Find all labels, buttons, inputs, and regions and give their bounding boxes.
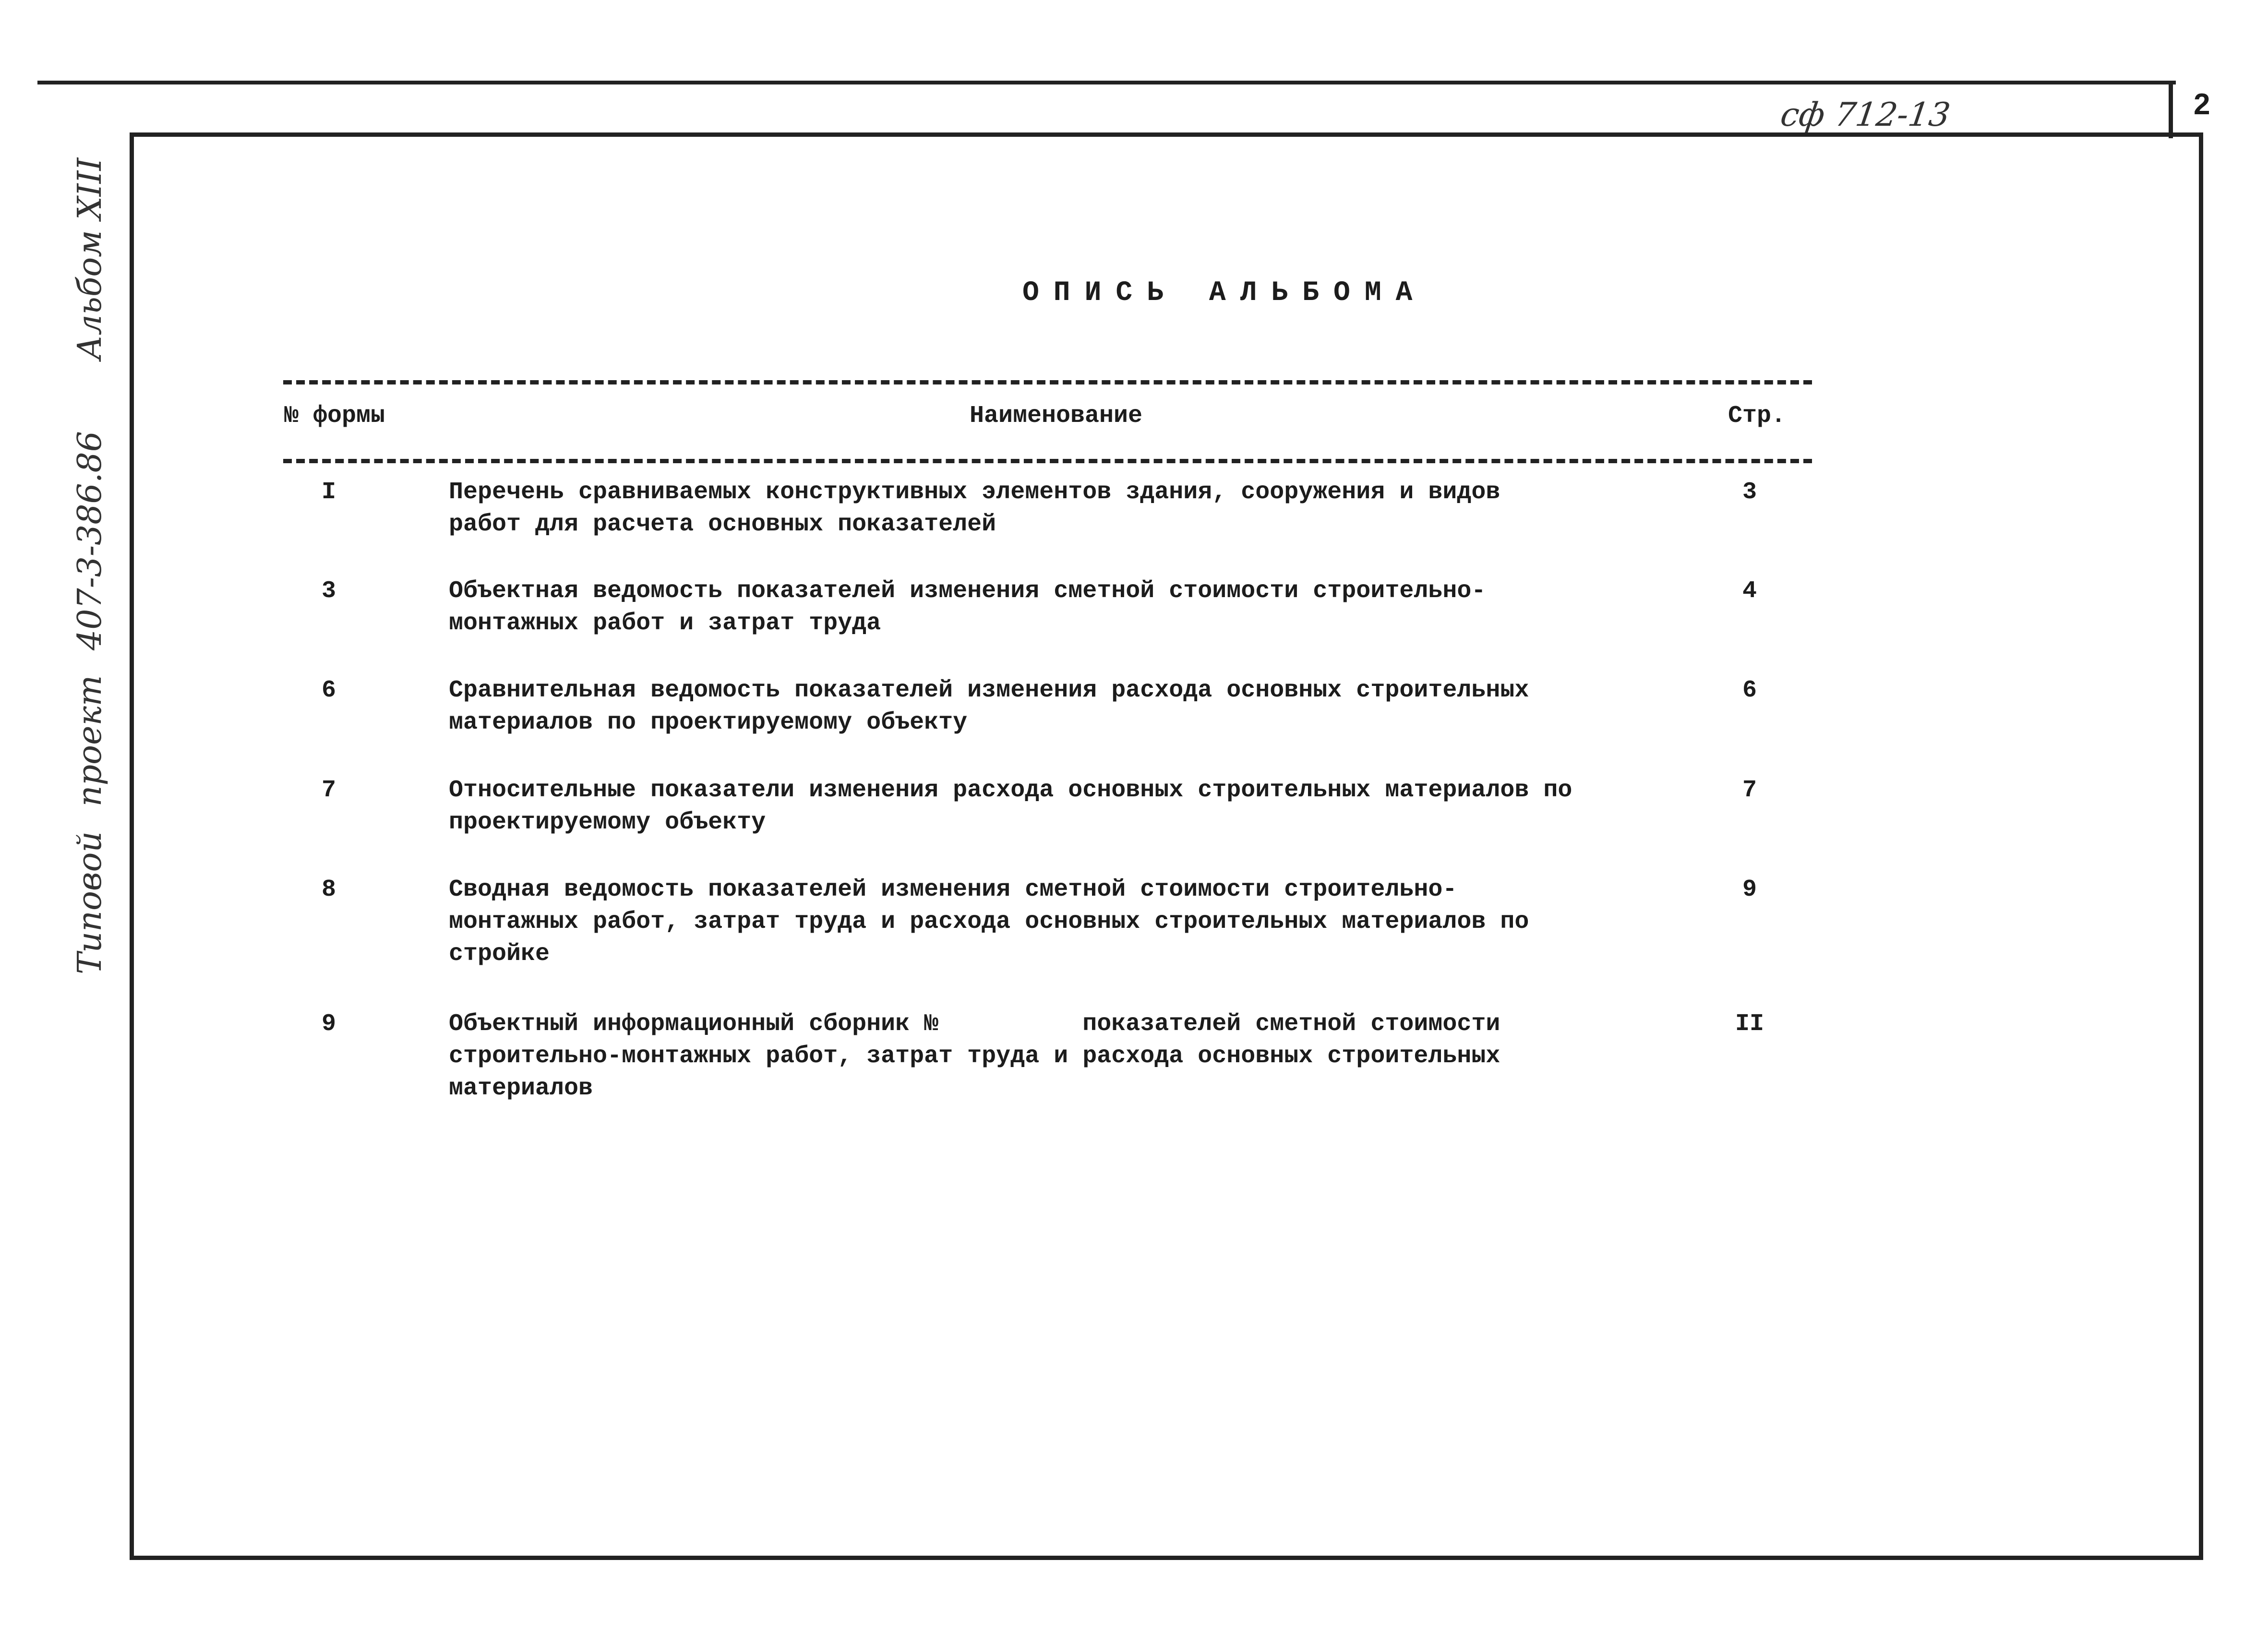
side-album-label: Альбом XIII bbox=[71, 157, 109, 360]
header-page: Стр. bbox=[1728, 402, 1786, 430]
row-name-line: монтажных работ и затрат труда bbox=[449, 610, 881, 637]
row-name bbox=[449, 674, 1582, 739]
sheet-page-number: 2 bbox=[2194, 88, 2210, 121]
handwritten-doc-code: сф 712-13 bbox=[1778, 96, 1953, 134]
table-header-rule bbox=[283, 459, 1812, 463]
page-box-divider bbox=[2169, 84, 2173, 138]
row-name-line: Перечень сравниваемых конструктивных элементов здания, сооружения и видов bbox=[449, 479, 1500, 506]
row-page: II bbox=[1735, 1010, 1764, 1038]
row-page: 9 bbox=[1742, 876, 1757, 903]
row-form-number: 6 bbox=[322, 677, 336, 704]
row-name-line: материалов bbox=[449, 1075, 593, 1102]
row-name-line: материалов по проектируемому объекту bbox=[449, 709, 968, 736]
row-page: 3 bbox=[1742, 479, 1757, 506]
row-name-line: проектируемому объекту bbox=[449, 809, 766, 836]
row-form-number: I bbox=[322, 479, 336, 506]
row-name-line: монтажных работ, затрат труда и расхода основных строительных материалов по bbox=[449, 908, 1529, 936]
table-top-rule bbox=[283, 380, 1812, 384]
row-name-line: Объектный информационный сборник № показателей сметной стоимости bbox=[449, 1010, 1500, 1038]
row-page: 7 bbox=[1742, 777, 1757, 804]
row-form-number: 8 bbox=[322, 876, 336, 903]
row-name-line: Сравнительная ведомость показателей изменения расхода основных строительных bbox=[449, 677, 1529, 704]
header-name: Наименование bbox=[970, 402, 1143, 430]
row-name-line: Относительные показатели изменения расхода основных строительных материалов по bbox=[449, 777, 1572, 804]
row-form-number: 3 bbox=[322, 577, 336, 605]
row-name bbox=[449, 476, 1582, 540]
page-title: ОПИСЬ АЛЬБОМА bbox=[1022, 277, 1427, 309]
row-name-line: Объектная ведомость показателей изменения сметной стоимости строительно- bbox=[449, 577, 1486, 605]
row-name-line: Сводная ведомость показателей изменения сметной стоимости строительно- bbox=[449, 876, 1457, 903]
row-form-number: 9 bbox=[322, 1010, 336, 1038]
row-name bbox=[449, 874, 1582, 970]
row-form-number: 7 bbox=[322, 777, 336, 804]
row-name bbox=[449, 774, 1582, 839]
drawing-frame bbox=[130, 132, 2203, 1560]
row-name-line: строительно-монтажных работ, затрат труда и расхода основных строительных bbox=[449, 1043, 1500, 1070]
row-page: 6 bbox=[1742, 677, 1757, 704]
row-page: 4 bbox=[1742, 577, 1757, 605]
row-name-line: стройке bbox=[449, 940, 550, 968]
side-project-label: Типовой проект 407-3-386.86 bbox=[71, 431, 109, 974]
top-rule bbox=[37, 81, 2176, 84]
row-name bbox=[449, 575, 1582, 639]
row-name bbox=[449, 1008, 1582, 1104]
header-form-number: № формы bbox=[284, 402, 385, 430]
row-name-line: работ для расчета основных показателей bbox=[449, 511, 996, 538]
